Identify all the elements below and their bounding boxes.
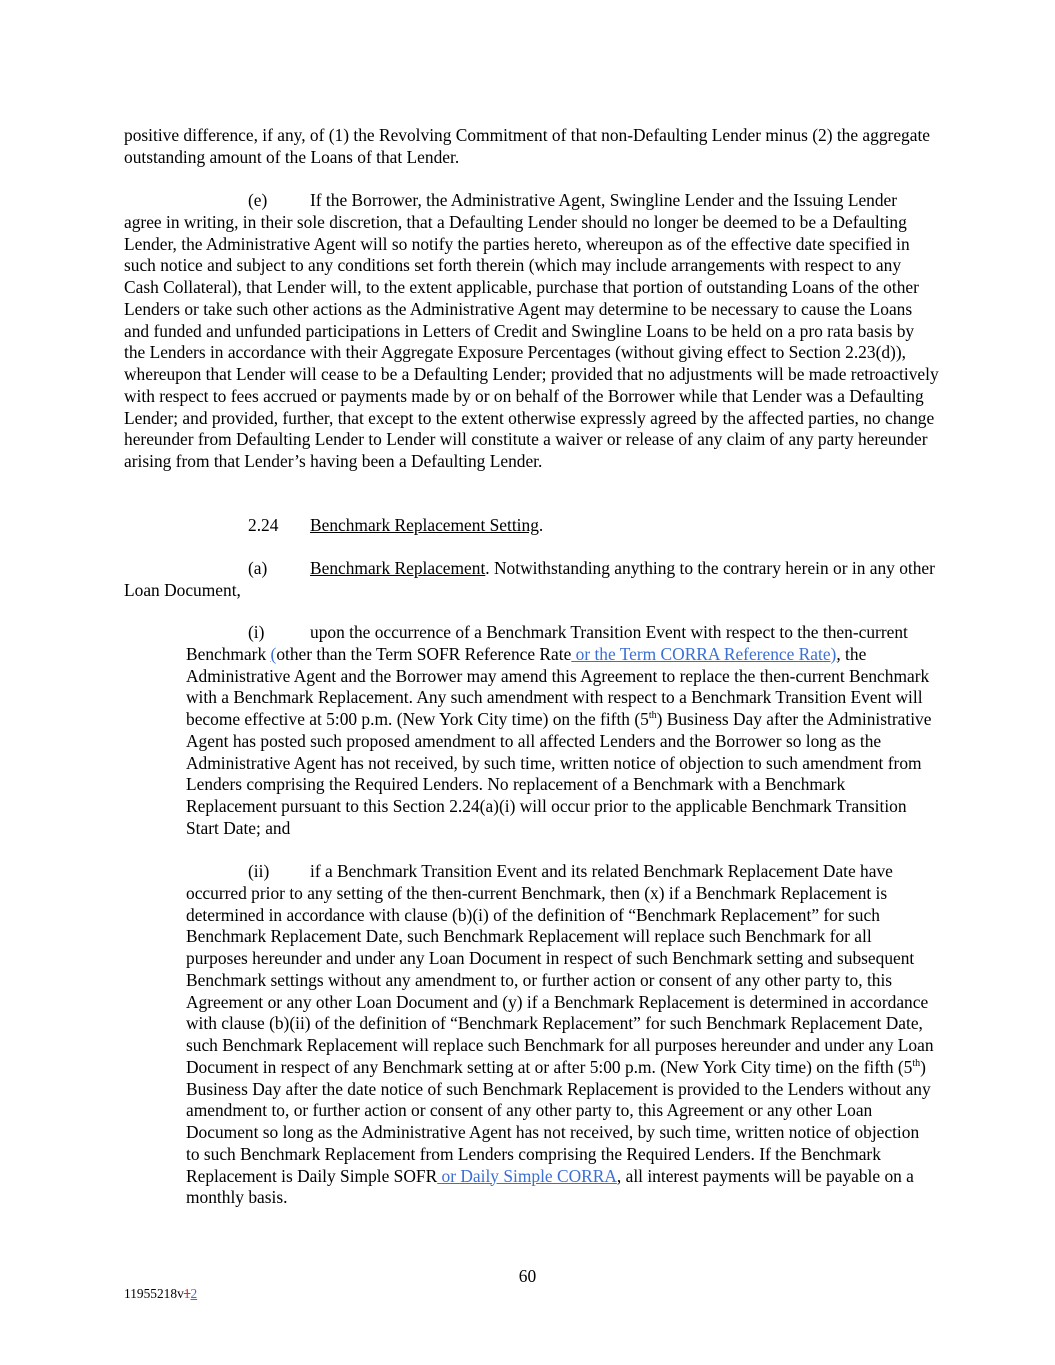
paragraph-a — [124, 558, 939, 602]
paragraph-e-text: If the Borrower, the Administrative Agent, Swingline Lender and the Issuing Lender agree in writing, in their sole discretion, that a Defaulting Lender should no longer be deemed to be a Defaulting Lender, the Administrative Agent will so notify the parties hereto, whereupon as of the effective date specified in such notice and subject to any conditions set forth therein (which may include arrangements with respect to any Cash Collateral), that Lender will, to the extent applicable, purchase that portion of outstanding Loans of the other Lenders or take such other actions as the Administrative Agent may determine to be necessary to cause the Loans and funded and unfunded participations in Letters of Credit and Swingline Loans to be held on a pro rata basis by the Lenders in accordance with their Aggregate Exposure Percentages (without giving effect to Section 2.23(d)), whereupon that Lender will cease to be a Defaulting Lender; provided that no adjustments will be made retroactively with respect to fees accrued or payments made by or on behalf of the Borrower while that Lender was a Defaulting Lender; and provided, further, that except to the extent otherwise expressly agreed by the affected parties, no change hereunder from Defaulting Lender to Lender will constitute a waiver or release of any claim of any party hereunder arising from that Lender’s having been a Defaulting Lender. — [124, 190, 939, 471]
paragraph-ii — [186, 861, 934, 1209]
paragraph-i-text-4: ) Business Day after the Administrative Agent has posted such proposed amendment to all affected Lenders and the Borrower so long as the Administrative Agent has not received, by such time, written notice of objection to such amendment from Lenders comprising the Required Lenders. No replacement of a Benchmark with a Benchmark Replacement pursuant to this Section 2.24(a)(i) will occur prior to the applicable Benchmark Transition Start Date; and — [186, 709, 932, 838]
paragraph-e-label: (e) — [248, 190, 268, 210]
inserted-text: or the Term CORRA Reference Rate) — [571, 643, 837, 664]
paragraph-ii-text-1: if a Benchmark Transition Event and its related Benchmark Replacement Date have occurred prior to any setting of the then-current Benchmark, then (x) if a Benchmark Replacement is determined in accordance with clause (b)(i) of the definition of “Benchmark Replacement” for such Benchmark Replacement Date, such Benchmark Replacement will replace such Benchmark for all purposes hereunder and under any Loan Document in respect of such Benchmark setting and subsequent Benchmark settings without any amendment to, or further action or consent of any other party to, this Agreement or any other Loan Document and (y) if a Benchmark Replacement is determined in accordance with clause (b)(ii) of the definition of “Benchmark Replacement” for such Benchmark Replacement Date, such Benchmark Replacement will replace such Benchmark for all purposes hereunder and under any Loan Document in respect of any Benchmark setting at or after 5:00 p.m. (New York City time) on the fifth (5 — [186, 861, 934, 1077]
section-title: Benchmark Replacement Setting — [310, 515, 539, 535]
document-id-prefix: 11955218v — [124, 1286, 184, 1301]
paragraph-a-title: Benchmark Replacement — [310, 558, 486, 578]
paragraph-i-label: (i) — [248, 622, 265, 642]
section-2-24-heading — [124, 515, 939, 537]
paragraph-ii-label: (ii) — [248, 861, 270, 881]
paragraph-a-text: . Notwithstanding anything to the contrary herein or in any other Loan Document, — [124, 558, 935, 600]
paragraph-a-label: (a) — [248, 558, 268, 578]
superscript-th: th — [912, 1057, 921, 1069]
document-id — [124, 1285, 197, 1303]
inserted-text: or Daily Simple CORRA — [437, 1165, 617, 1186]
paragraph-i-text-2: other than the Term SOFR Reference Rate — [276, 643, 572, 664]
paragraph-i-text-1: upon the occurrence of a Benchmark Transition Event with respect to the then-current Benchmark — [186, 622, 908, 664]
paragraph-ii-text-2: ) Business Day after the date notice of such Benchmark Replacement is provided to the Lenders without any amendment to, or further action or consent of any other party to, this Agreement or any other Loan Document so long as the Administrative Agent has not received, by such time, written notice of objection to such Benchmark Replacement from Lenders comprising the Required Lenders. If the Benchmark Replacement is Daily Simple SOFR — [186, 1056, 931, 1186]
inserted-text: 2 — [190, 1286, 198, 1301]
paragraph-i-text-3: , the Administrative Agent and the Borrower may amend this Agreement to replace the then-current Benchmark with a Benchmark Replacement. Any such amendment with respect to a Benchmark Transition Event will become effective at 5:00 p.m. (New York City time) on the fifth (5 — [186, 643, 930, 729]
paragraph-i — [186, 622, 934, 840]
inserted-text: ( — [270, 643, 277, 664]
section-number: 2.24 — [248, 515, 279, 535]
superscript-th: th — [648, 710, 657, 722]
carryover-paragraph — [124, 125, 939, 169]
paragraph-ii-text-3: , all interest payments will be payable on a monthly basis. — [186, 1165, 914, 1208]
page-number: 60 — [518, 1266, 537, 1286]
paragraph-e — [124, 190, 939, 473]
section-title-period: . — [538, 515, 544, 535]
deleted-text: 1 — [183, 1286, 191, 1301]
carryover-text: positive difference, if any, of (1) the Revolving Commitment of that non-Defaulting Lender minus (2) the aggregate outstanding amount of the Loans of that Lender. — [124, 125, 931, 167]
